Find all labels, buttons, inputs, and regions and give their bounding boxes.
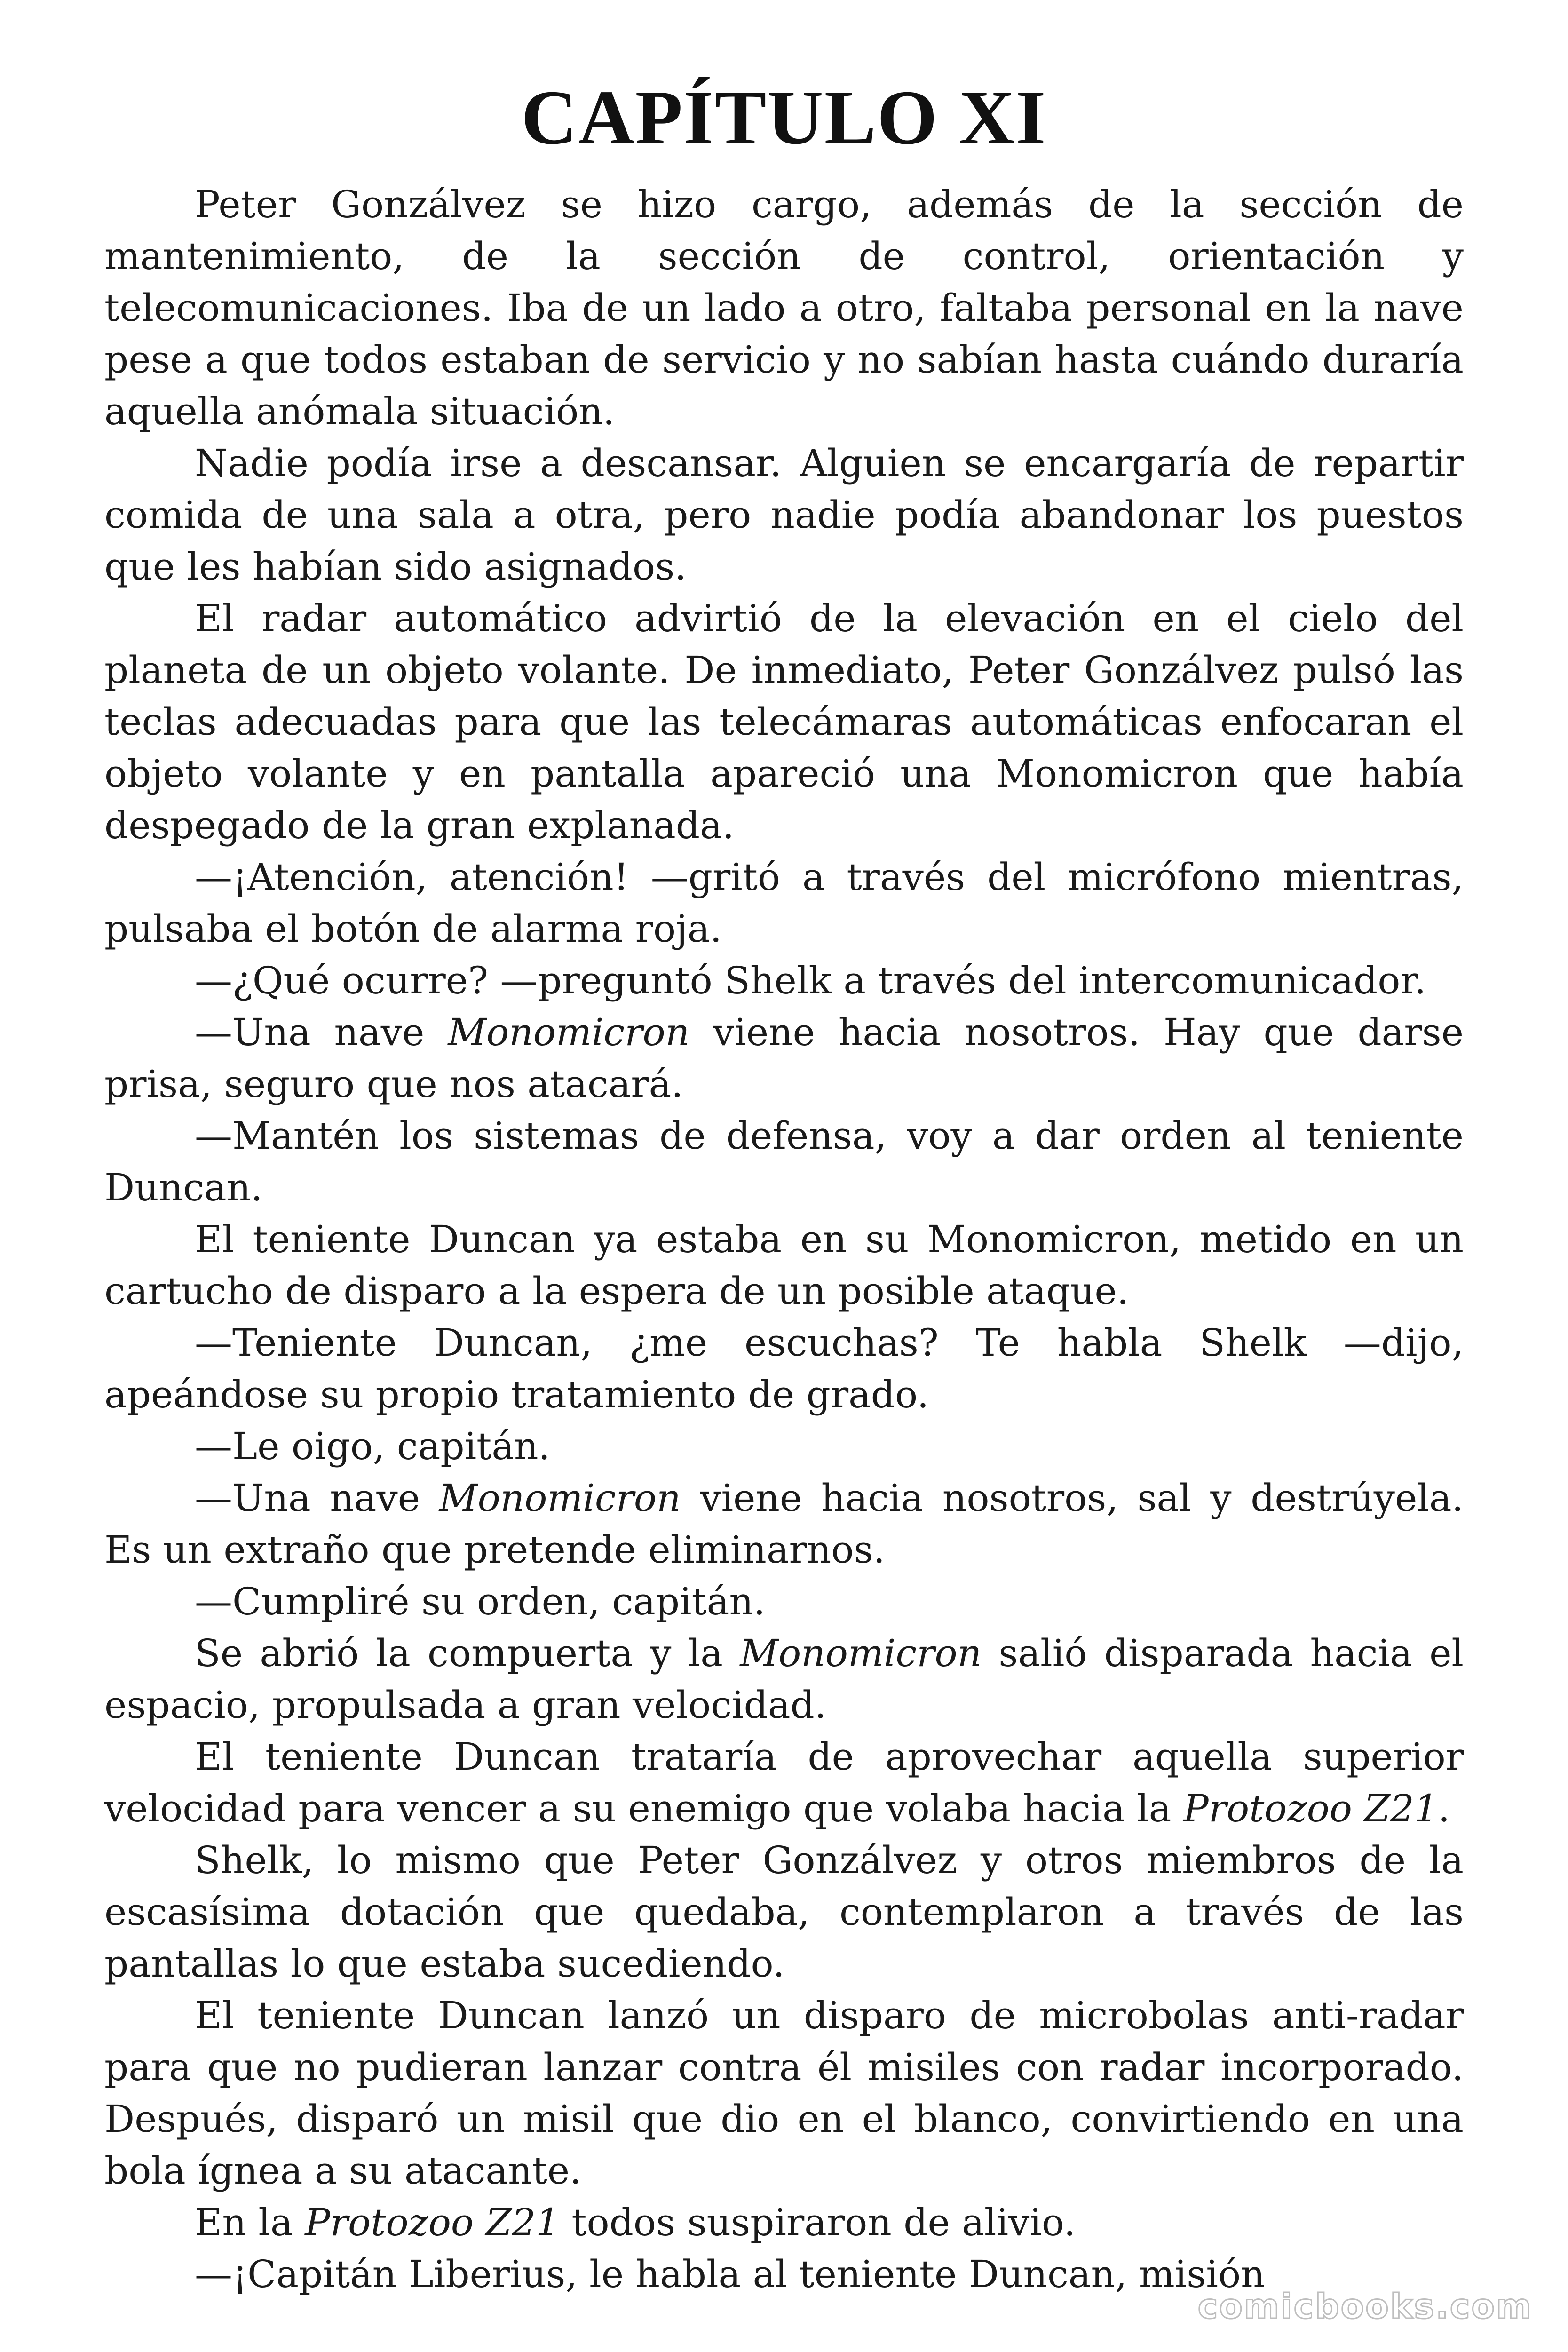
- paragraph: [104, 1472, 1464, 1576]
- text-run: —Mantén los sistemas de defensa, voy a dar orden al teniente Duncan.: [104, 1114, 1464, 1209]
- italic-ship-name: Monomicron: [448, 1010, 690, 1054]
- text-run: —Teniente Duncan, ¿me escuchas? Te habla Shelk —dijo, apeándose su propio tratamiento de grado.: [104, 1321, 1464, 1416]
- text-run: En la: [195, 2201, 305, 2244]
- chapter-title: CAPÍTULO XI: [521, 74, 1047, 160]
- paragraph: [104, 1421, 1464, 1472]
- paragraph: [104, 437, 1464, 593]
- paragraph: [104, 1007, 1464, 1110]
- text-run: todos suspiraron de alivio.: [559, 2201, 1076, 2244]
- paragraph: [104, 1576, 1464, 1628]
- text-run: Shelk, lo mismo que Peter Gonzálvez y otros miembros de la escasísima dotación que quedaba, contemplaron a través de las pantallas lo que estaba sucediendo.: [104, 1838, 1464, 1986]
- text-run: —Cumpliré su orden, capitán.: [195, 1580, 766, 1623]
- watermark: comicbooks.com: [1197, 2287, 1533, 2326]
- paragraph: [104, 1990, 1464, 2197]
- paragraph: [104, 179, 1464, 437]
- text-run: Se abrió la compuerta y la: [195, 1631, 740, 1675]
- text-run: Nadie podía irse a descansar. Alguien se encargaría de repartir comida de una sala a otra, pero nadie podía abandonar los puestos que les habían sido asignados.: [104, 441, 1464, 588]
- text-run: El radar automático advirtió de la elevación en el cielo del planeta de un objeto volante. De inmediato, Peter Gonzálvez pulsó las teclas adecuadas para que las telecámaras automáticas enfocaran el objeto volante y en pantalla apareció una Monomicron que había despegado de la gran explanada.: [104, 596, 1464, 847]
- paragraph: [104, 851, 1464, 955]
- italic-ship-name: Protozoo Z21: [305, 2201, 560, 2244]
- paragraph: [104, 1214, 1464, 1317]
- text-run: Peter Gonzálvez se hizo cargo, además de la sección de mantenimiento, de la sección de control, orientación y telecomunicaciones. Iba de un lado a otro, faltaba personal en la nave pese a que todos estaban de servicio y no sabían hasta cuándo duraría aquella anómala situación.: [104, 183, 1464, 433]
- text-run: —Una nave: [195, 1010, 448, 1054]
- text-run: —Le oigo, capitán.: [195, 1424, 550, 1468]
- text-run: salió disparada hacia el espacio, propulsada a gran velocidad.: [104, 1631, 1464, 1727]
- text-run: —¡Capitán Liberius, le habla al teniente Duncan, misión: [195, 2252, 1265, 2296]
- paragraph: [104, 1835, 1464, 1990]
- italic-ship-name: Monomicron: [439, 1476, 681, 1520]
- text-run: viene hacia nosotros, sal y destrúyela. Es un extraño que pretende eliminarnos.: [104, 1476, 1464, 1572]
- paragraph: [104, 1110, 1464, 1214]
- paragraph: [104, 1628, 1464, 1731]
- text-run: .: [1438, 1787, 1450, 1830]
- text-run: El teniente Duncan trataría de aprovechar aquella superior velocidad para vencer a su enemigo que volaba hacia la: [104, 1735, 1464, 1830]
- paragraph: [104, 955, 1464, 1007]
- paragraph: [104, 1731, 1464, 1835]
- italic-ship-name: Protozoo Z21: [1183, 1787, 1438, 1830]
- paragraph: [104, 593, 1464, 851]
- text-run: El teniente Duncan ya estaba en su Monomicron, metido en un cartucho de disparo a la espera de un posible ataque.: [104, 1217, 1464, 1313]
- chapter-body: [104, 179, 1464, 2300]
- italic-ship-name: Monomicron: [740, 1631, 982, 1675]
- text-run: —¿Qué ocurre? —preguntó Shelk a través del intercomunicador.: [195, 959, 1426, 1002]
- text-run: —¡Atención, atención! —gritó a través del micrófono mientras, pulsaba el botón de alarma roja.: [104, 855, 1464, 951]
- text-run: El teniente Duncan lanzó un disparo de microbolas anti-radar para que no pudieran lanzar contra él misiles con radar incorporado. Después, disparó un misil que dio en el blanco, convirtiendo en una bola ígnea a su atacante.: [104, 1994, 1464, 2193]
- text-run: viene hacia nosotros. Hay que darse prisa, seguro que nos atacará.: [104, 1010, 1464, 1106]
- paragraph: [104, 1317, 1464, 1421]
- text-run: —Una nave: [195, 1476, 439, 1520]
- paragraph: [104, 2197, 1464, 2249]
